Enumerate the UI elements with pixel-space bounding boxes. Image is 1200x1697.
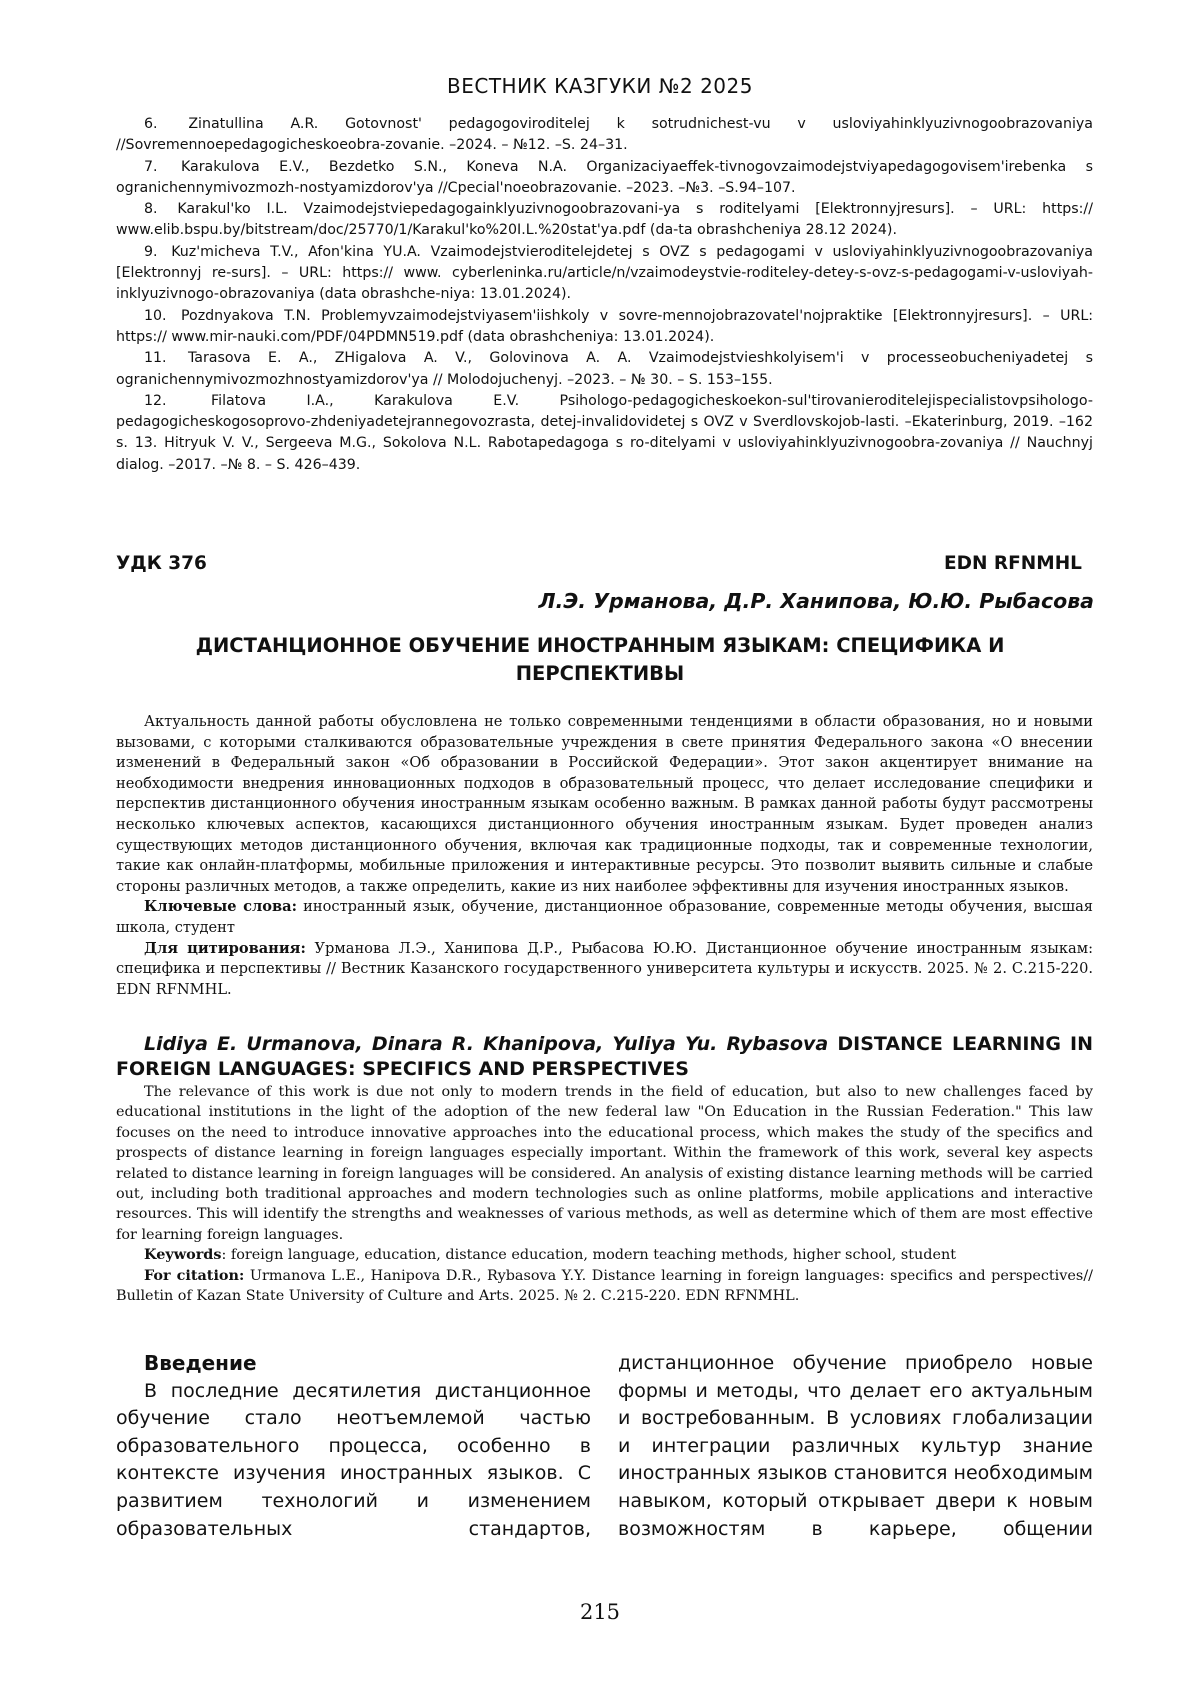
keywords-en-label: Keywords: [144, 1246, 222, 1264]
reference-number: 10.: [144, 307, 167, 324]
page-number: 215: [579, 1600, 621, 1624]
reference-number: 7.: [144, 158, 158, 175]
reference-text: Kuz'micheva T.V., Afon'kina YU.A. Vzaimodejstvieroditelejdetej s OVZ s pedagogami v usloviyahinklyuzivnogoobrazovaniya [Elektronnyj re-surs]. – URL: https:// www. cyberleninka.ru/article/n/vzaimodeystvie-roditeley-detey-s-ovz-s-pedagogami-v-usloviyah-inklyuzivnogo-obrazovaniya (data obrashche-niya: 13.01.2024).: [116, 243, 1093, 303]
reference-item: [116, 157, 1093, 200]
references-list: [116, 114, 1093, 476]
abstract-ru-text: Актуальность данной работы обусловлена не только современными тенденциями в области образования, но и новыми вызовами, с которыми сталкиваются образовательные учреждения в свете принятия Федерального закона «О внесении изменений в Федеральный закон «Об образовании в Российской Федерации». Этот закон акцентирует внимание на необходимости внедрения инновационных подходов в образовательный процесс, что делает исследование специфики и перспектив дистанционного обучения иностранным языкам особенно важным. В рамках данной работы будут рассмотрены несколько ключевых аспектов, касающихся дистанционного обучения иностранным языкам. Будет проведен анализ существующих методов дистанционного обучения, включая как традиционные подходы, так и современные технологии, такие как онлайн-платформы, мобильные приложения и интерактивные ресурсы. Это позволит выявить сильные и слабые стороны различных методов, а также определить, какие из них наиболее эффективны для изучения иностранных языков.: [116, 713, 1093, 895]
reference-text: Karakul'ko I.L. Vzaimodejstviepedagogainklyuzivnogoobrazovani-ya s roditelyami [Elektronnyjresurs]. – URL: https:// www.elib.bspu.by/bitstream/doc/25770/1/Karakul'ko%20I.L.%20stat'ya.pdf (da-ta obrashcheniya 28.12 2024).: [116, 201, 1093, 239]
udk-code: УДК 376: [116, 553, 207, 574]
reference-text: Karakulova E.V., Bezdetko S.N., Koneva N.A. Organizaciyaeffek-tivnogovzaimodejstviyapedagogovisem'irebenka s ogranichennymivozmozh-nostyamizdorov'ya //Cpecial'noeobrazovanie. –2023. –№3. –S.94–107.: [116, 158, 1093, 196]
body-column-left: [116, 1350, 591, 1543]
keywords-ru-label: Ключевые слова:: [144, 898, 298, 916]
reference-item: [116, 391, 1093, 476]
abstract-en: [116, 1032, 1093, 1306]
reference-number: 6.: [144, 116, 158, 132]
reference-text: Filatova I.A., Karakulova E.V. Psihologo-pedagogicheskoekon-sul'tirovanieroditelejispecialistovpsihologo-pedagogicheskogosoprovo-zhdeniyadetejrannegovozrasta, detej-invalidovidetej s OVZ v Sverdlovskojob-lasti. –Ekaterinburg, 2019. –162 s. 13. Hitryuk V. V., Sergeeva M.G., Sokolova N.L. Rabotapedagoga s ro-ditelyami v usloviyahinklyuzivnogoobra-zovaniya // Nauchnyj dialog. –2017. –№ 8. – S. 426–439.: [116, 392, 1093, 473]
citation-en-text: Urmanova L.E., Hanipova D.R., Rybasova Y.Y. Distance learning in foreign languages: specifics and perspectives// Bulletin of Kazan State University of Culture and Arts. 2025. № 2. С.215-220. EDN RFNMHL.: [116, 1267, 1094, 1305]
reference-text: Zinatullina A.R. Gotovnost' pedagogoviroditelej k sotrudnichest-vu v usloviyahinklyuzivnogoobrazovaniya //Sovremennoepedagogicheskoeobra-zovanie. –2024. – №12. –S. 24–31.: [116, 116, 1093, 154]
body-column-right: [618, 1350, 1093, 1543]
reference-number: 9.: [144, 243, 158, 260]
abstract-en-body: [116, 1082, 1093, 1306]
abstract-ru: [116, 712, 1093, 1000]
reference-text: Pozdnyakova T.N. Problemyvzaimodejstviyasem'iishkoly v sovre-mennojobrazovatel'nojpraktike [Elektronnyjresurs]. – URL: https:// www.mir-nauki.com/PDF/04PDMN519.pdf (data obrashcheniya: 13.01.2024).: [116, 307, 1094, 345]
reference-text: Tarasova E. A., ZHigalova A. V., Golovinova A. A. Vzaimodejstvieshkolyisem'i v processeobucheniyadetej s ogranichennymivozmozhnostyamizdorov'ya // Molodojuchenyj. –2023. – № 30. – S. 153–155.: [116, 350, 1093, 388]
keywords-ru: [116, 897, 1093, 938]
section-heading-introduction: Введение: [144, 1351, 257, 1375]
body-text-left: В последние десятилетия дистанционное обучение стало неотъемлемой частью образовательного процесса, особенно в контексте изучения иностранных языков. С развитием технологий и изменением образовательных стандартов,: [116, 1379, 591, 1540]
keywords-en: [116, 1245, 1093, 1265]
reference-item: [116, 306, 1093, 349]
running-head: ВЕСТНИК КАЗГУКИ №2 2025: [447, 74, 753, 98]
body-text-right: дистанционное обучение приобрело новые формы и методы, что делает его актуальным и востребованным. В условиях глобализации и интеграции различных культур знание иностранных языков становится необходимым навыком, который открывает двери к новым возможностям в карьере, общении: [618, 1352, 1093, 1540]
authors-ru: Л.Э. Урманова, Д.Р. Ханипова, Ю.Ю. Рыбасова: [538, 589, 1094, 613]
citation-en-label: For citation:: [144, 1266, 245, 1284]
reference-item: [116, 348, 1093, 391]
reference-item: [116, 199, 1093, 242]
reference-item: [116, 114, 1093, 157]
abstract-en-text: The relevance of this work is due not only to modern trends in the field of education, but also to new challenges faced by educational institutions in the light of the adoption of the new federal law "On Education in the Russian Federation." This law focuses on the need to introduce innovative approaches into the educational process, which makes the study of the specifics and prospects of distance learning in foreign languages especially important. Within the framework of this work, several key aspects related to distance learning in foreign languages will be considered. An analysis of existing distance learning methods will be carried out, including both traditional approaches and modern technologies such as online platforms, mobile applications and interactive resources. This will identify the strengths and weaknesses of various methods, as well as determine which of them are most effective for learning foreign languages.: [116, 1084, 1093, 1243]
reference-number: 11.: [144, 350, 167, 367]
citation-ru-text: Урманова Л.Э., Ханипова Д.Р., Рыбасова Ю.Ю. Дистанционное обучение иностранным языкам: специфика и перспективы // Вестник Казанского государственного университета культуры и искусств. 2025. № 2. С.215-220. EDN RFNMHL.: [116, 939, 1094, 998]
article-title-ru: ДИСТАНЦИОННОЕ ОБУЧЕНИЕ ИНОСТРАННЫМ ЯЗЫКАМ: СПЕЦИФИКА И ПЕРСПЕКТИВЫ: [195, 634, 1005, 685]
citation-ru: [116, 939, 1093, 1001]
authors-en: Lidiya E. Urmanova, Dinara R. Khanipova, Yuliya Yu. Rybasova: [144, 1033, 829, 1055]
citation-ru-label: Для цитирования:: [144, 939, 306, 957]
reference-number: 8.: [144, 201, 158, 218]
article-title-en: DISTANCE LEARNING IN FOREIGN LANGUAGES: SPECIFICS AND PERSPECTIVES: [116, 1033, 1093, 1080]
keywords-ru-text: иностранный язык, обучение, дистанционное образование, современные методы обучения, высшая школа, студент: [116, 898, 1093, 936]
edn-code: EDN RFNMHL: [944, 553, 1082, 574]
keywords-en-text: : foreign language, education, distance education, modern teaching methods, higher school, student: [221, 1247, 957, 1264]
citation-en: [116, 1266, 1093, 1307]
title-en-line: [116, 1032, 1093, 1082]
reference-item: [116, 242, 1093, 306]
reference-number: 12.: [144, 392, 167, 409]
